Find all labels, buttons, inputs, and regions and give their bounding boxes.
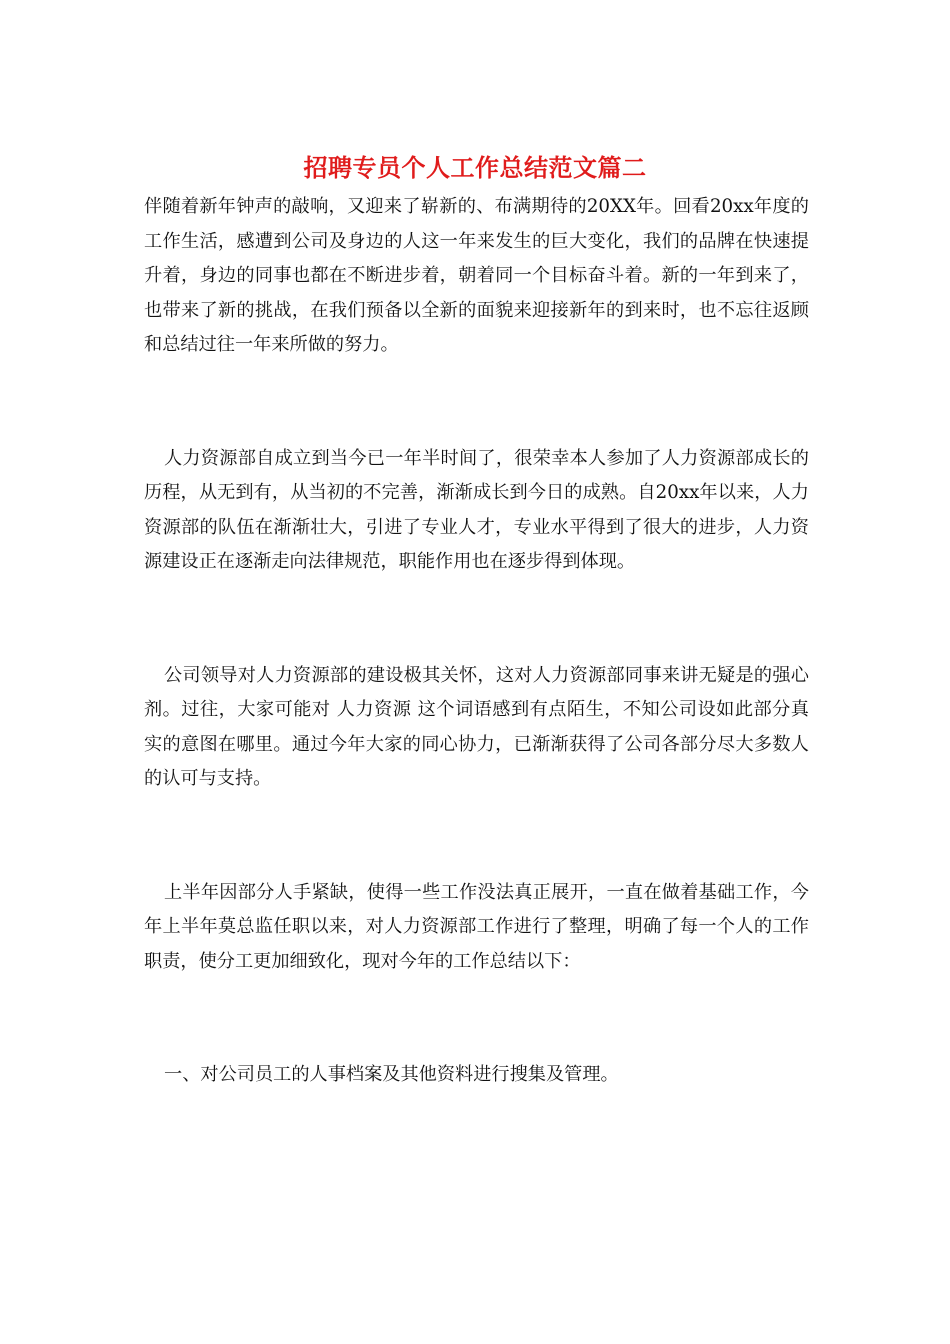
paragraph-spacer [144,797,809,876]
paragraph-4: 上半年因部分人手紧缺，使得一些工作没法真正展开，一直在做着基础工作，今年上半年莫总监任职以来，对人力资源部工作进行了整理，明确了每一个人的工作职责，使分工更加细致化，现对今年的工作总结以下： [144,881,809,972]
paragraph-1: 伴随着新年钟声的敲响，又迎来了崭新的、布满期待的20XX年。回看20xx年度的工作生活，感遭到公司及身边的人这一年来发生的巨大变化，我们的品牌在快速提升着，身边的同事也都在不断进步着，朝着同一个目标奋斗着。新的一年到来了，也带来了新的挑战，在我们预备以全新的面貌来迎接新年的到来时，也不忘往返顾和总结过往一年来所做的努力。 [144,196,809,355]
paragraph-spacer [144,363,809,442]
document-title: 招聘专员个人工作总结范文篇二 [303,153,647,182]
paragraph-3: 公司领导对人力资源部的建设极其关怀，这对人力资源部同事来讲无疑是的强心剂。过往，大家可能对 人力资源 这个词语感到有点陌生，不知公司设如此部分真实的意图在哪里。通过今年大家的同心协力，已渐渐获得了公司各部分尽大多数人的认可与支持。 [144,664,809,789]
paragraph-5: 一、对公司员工的人事档案及其他资料进行搜集及管理。 [164,1064,619,1085]
document-body [144,190,809,1093]
paragraph-2: 人力资源部自成立到当今已一年半时间了，很荣幸本人参加了人力资源部成长的历程，从无到有，从当初的不完善，渐渐成长到今日的成熟。自20xx年以来，人力资源部的队伍在渐渐壮大，引进了专业人才，专业水平得到了很大的进步，人力资源建设正在逐渐走向法律规范，职能作用也在逐步得到体现。 [144,447,809,572]
paragraph-spacer [144,580,809,659]
paragraph-spacer [144,979,809,1058]
